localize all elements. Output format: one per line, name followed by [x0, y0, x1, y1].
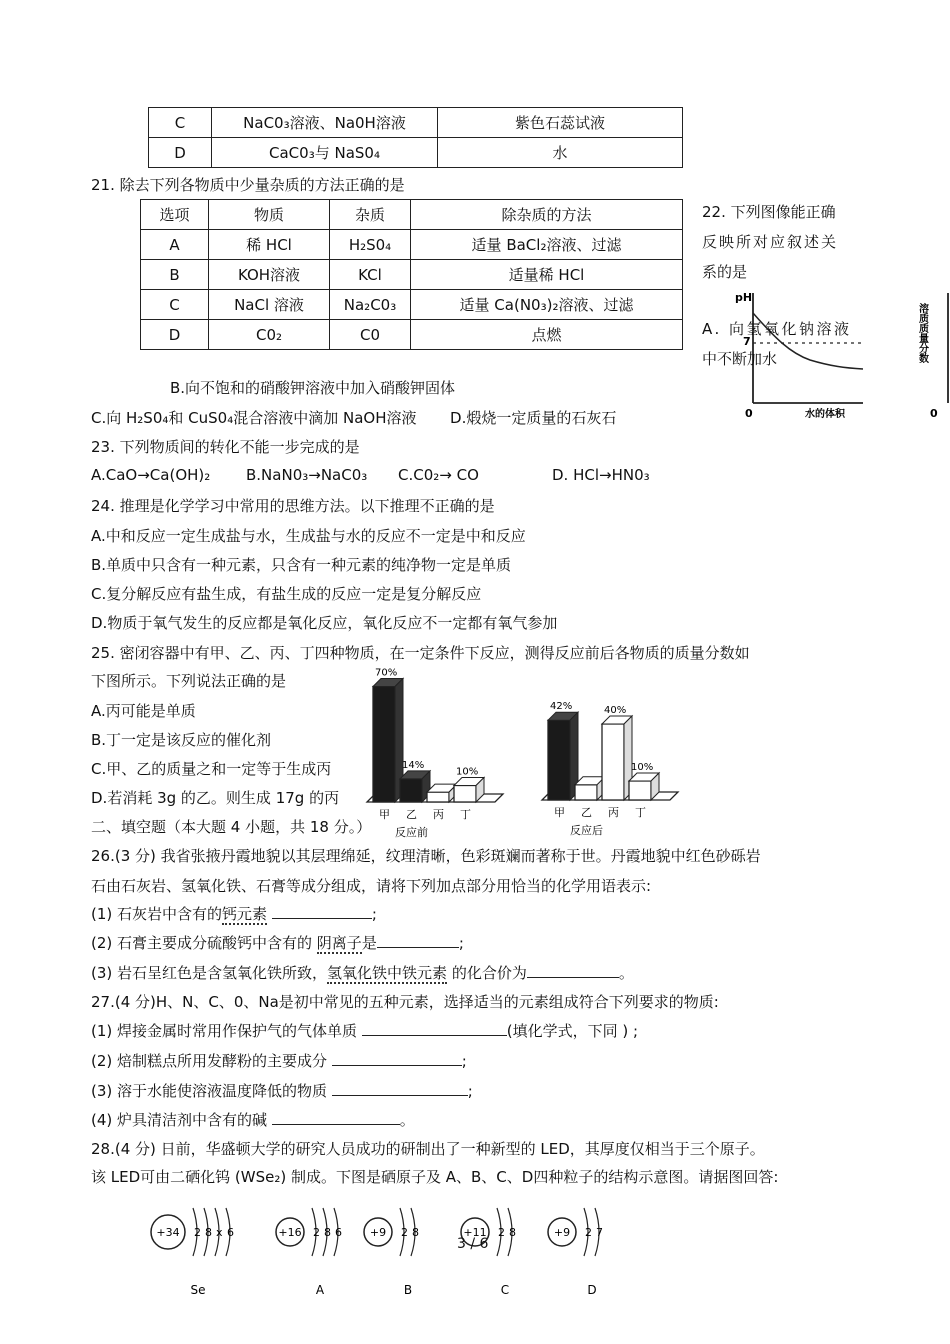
tick-label: 丁 — [460, 808, 471, 821]
data-label: 40% — [604, 705, 627, 716]
q25-option: D.若消耗 3g 的乙。则生成 17g 的丙 — [91, 789, 340, 807]
q24-option: D.物质于氧气发生的反应都是氧化反应，氧化反应不一定都有氧气参加 — [91, 614, 558, 632]
table-cell: 紫色石蕊试液 — [438, 108, 683, 138]
q26-line: 26.(3 分) 我省张掖丹霞地貌以其层理绵延，纹理清晰，色彩斑斓而著称于世。丹霞地貌中红色砂砾岩 — [91, 847, 761, 865]
electron-count: 8 — [412, 1226, 419, 1239]
dotted-text: 阴离子 — [316, 934, 362, 952]
answer-blank[interactable] — [272, 918, 372, 919]
table-row — [141, 260, 683, 290]
q23-option-a: A.CaO→Ca(OH)₂ — [91, 466, 211, 484]
table-row — [141, 290, 683, 320]
electron-count: 2 — [585, 1226, 592, 1239]
q26-item — [91, 962, 634, 983]
answer-blank[interactable] — [527, 977, 619, 978]
particle-label: B — [403, 1283, 413, 1297]
answer-blank[interactable] — [377, 947, 459, 948]
q22-graph-b — [918, 283, 950, 423]
graph-xlabel: 水的体积 — [805, 409, 845, 420]
table-cell: C — [141, 290, 209, 320]
q22-option-a: A. 向氢氧化钠溶液 — [702, 320, 852, 338]
chart-before — [345, 662, 515, 842]
table-cell: 适量 BaCl₂溶液、过滤 — [411, 230, 683, 260]
table-cell: 稀 HCl — [209, 230, 330, 260]
q22-line: 反映所对应叙述关 — [702, 233, 839, 251]
table-cell: KOH溶液 — [209, 260, 330, 290]
q27-item — [91, 1020, 638, 1041]
table-header: 杂质 — [330, 200, 411, 230]
table-cell: D — [141, 320, 209, 350]
answer-blank[interactable] — [332, 1065, 462, 1066]
data-label: 42% — [550, 701, 573, 713]
q22-line: 系的是 — [702, 263, 748, 281]
q25-option: A.丙可能是单质 — [91, 702, 196, 720]
table-cell: D — [149, 138, 212, 168]
data-label: 10% — [631, 762, 654, 773]
item-end: ; — [458, 934, 464, 952]
tick-label: 丙 — [433, 808, 444, 821]
q23-option-c: C.C0₂→ CO — [398, 466, 479, 484]
item-end: 。 — [618, 964, 634, 982]
tick-label: 甲 — [554, 806, 565, 819]
electron-count: 8 — [205, 1226, 212, 1239]
data-label: 10% — [456, 766, 479, 778]
q22-line: 22. 下列图像能正确 — [702, 203, 836, 221]
nucleus-charge: +11 — [463, 1226, 487, 1239]
item-text: (3) 岩石呈红色是含氢氧化铁所致， — [91, 964, 328, 982]
q26-item — [91, 932, 464, 953]
electron-count: 8 — [324, 1226, 331, 1239]
axis-label: 反应前 — [395, 826, 428, 839]
table-row — [141, 230, 683, 260]
q24-option: A.中和反应一定生成盐与水，生成盐与水的反应不一定是中和反应 — [91, 527, 526, 545]
q25-option: C.甲、乙的质量之和一定等于生成丙 — [91, 760, 332, 778]
q22-option-d: D.煅烧一定质量的石灰石 — [450, 409, 617, 427]
item-text: 的化合价为 — [447, 964, 527, 982]
bar — [575, 785, 597, 800]
item-text: (1) 焊接金属时常用作保护气的气体单质 — [91, 1022, 362, 1040]
q22-option-c: C.向 H₂S0₄和 CuS0₄混合溶液中滴加 NaOH溶液 — [91, 409, 417, 427]
table-header: 选项 — [141, 200, 209, 230]
q26-line: 石由石灰岩、氢氧化铁、石膏等成分组成，请将下列加点部分用恰当的化学用语表示: — [91, 877, 652, 895]
section-title: 二、填空题（本大题 4 小题，共 18 分。） — [91, 818, 372, 836]
item-end: (填化学式，下同 ) ; — [506, 1022, 639, 1040]
dotted-text: 氢氧化铁中铁元素 — [327, 964, 448, 982]
table-row — [149, 138, 683, 168]
item-text: (1) 石灰岩中含有的 — [91, 905, 223, 923]
bar — [454, 786, 476, 803]
q23-option-d: D. HCl→HN0₃ — [552, 466, 650, 484]
tick-label: 丙 — [608, 806, 619, 819]
nucleus-charge: +9 — [369, 1226, 387, 1239]
axis-label: 反应后 — [570, 824, 603, 837]
page-number: 3 / 6 — [457, 1236, 489, 1252]
q25-line: 25. 密闭容器中有甲、乙、丙、丁四种物质，在一定条件下反应，测得反应前后各物质的质量分数如 — [91, 644, 750, 662]
q24-question: 24. 推理是化学学习中常用的思维方法。以下推理不正确的是 — [91, 497, 495, 515]
electron-count: 6 — [335, 1226, 342, 1239]
q22-option-b: B.向不饱和的硝酸钾溶液中加入硝酸钾固体 — [170, 379, 456, 397]
electron-count: x — [216, 1226, 223, 1239]
nucleus-charge: +16 — [278, 1226, 302, 1239]
q25-line: 下图所示。下列说法正确的是 — [91, 672, 287, 690]
table-cell: 适量 Ca(N0₃)₂溶液、过滤 — [411, 290, 683, 320]
q28-line: 该 LED可由二硒化钨 (WSe₂) 制成。下图是硒原子及 A、B、C、D四种粒子的结构示意图。请据图回答: — [91, 1168, 779, 1186]
graph-origin: 0 — [930, 407, 938, 420]
q23-question: 23. 下列物质间的转化不能一步完成的是 — [91, 438, 360, 456]
item-end: ; — [461, 1052, 467, 1070]
q27-intro: 27.(4 分)H、N、C、0、Na是初中常见的五种元素，选择适当的元素组成符合下列要求的物质: — [91, 993, 719, 1011]
table-cell: 点燃 — [411, 320, 683, 350]
particle-label: A — [315, 1283, 325, 1297]
table-cell: B — [141, 260, 209, 290]
bar — [373, 687, 395, 803]
data-label: 70% — [375, 667, 398, 679]
item-end: ; — [467, 1082, 473, 1100]
item-end: 。 — [399, 1111, 415, 1129]
graph-ylabel: 溶质质量分数 — [916, 303, 928, 363]
q22-options-cd — [91, 407, 616, 428]
table-cell: C0 — [330, 320, 411, 350]
table-header: 除杂质的方法 — [411, 200, 683, 230]
table-cell: KCl — [330, 260, 411, 290]
graph-seven: 7 — [743, 335, 751, 348]
item-text: (2) 石膏主要成分硫酸钙中含有的 — [91, 934, 317, 952]
q21-question: 21. 除去下列各物质中少量杂质的方法正确的是 — [91, 176, 405, 194]
data-label: 14% — [402, 759, 425, 771]
table-cell: 适量稀 HCl — [411, 260, 683, 290]
table-cell: NaC0₃溶液、Na0H溶液 — [212, 108, 438, 138]
item-text: (2) 焙制糕点所用发酵粉的主要成分 — [91, 1052, 332, 1070]
table-cell: C — [149, 108, 212, 138]
table-header-row — [141, 200, 683, 230]
q24-option: C.复分解反应有盐生成，有盐生成的反应一定是复分解反应 — [91, 585, 482, 603]
table-cell: NaCl 溶液 — [209, 290, 330, 320]
bar — [629, 781, 651, 800]
q21-table — [140, 199, 683, 350]
item-end: ; — [371, 905, 377, 923]
tick-label: 乙 — [406, 808, 417, 821]
item-text: (4) 炉具清洁剂中含有的碱 — [91, 1111, 272, 1129]
table-row — [141, 320, 683, 350]
q23-options — [91, 466, 650, 484]
graph-ylabel: pH — [735, 291, 753, 304]
particle-label: D — [587, 1283, 597, 1297]
bar — [427, 792, 449, 802]
tick-label: 甲 — [379, 808, 390, 821]
q25-option: B.丁一定是该反应的催化剂 — [91, 731, 272, 749]
q28-line: 28.(4 分) 日前，华盛顿大学的研究人员成功的研制出了一种新型的 LED，其厚度仅相当于三个原子。 — [91, 1140, 765, 1158]
electron-count: 2 — [498, 1226, 505, 1239]
answer-blank[interactable] — [362, 1035, 507, 1036]
answer-blank[interactable] — [332, 1095, 468, 1096]
table-cell: 水 — [438, 138, 683, 168]
table-row — [149, 108, 683, 138]
item-text: 是 — [361, 934, 377, 952]
nucleus-charge: +9 — [553, 1226, 571, 1239]
answer-blank[interactable] — [272, 1124, 400, 1125]
chart-after — [540, 680, 685, 840]
q27-item — [91, 1109, 415, 1130]
q26-item — [91, 903, 377, 924]
table-cell: A — [141, 230, 209, 260]
q24-option: B.单质中只含有一种元素，只含有一种元素的纯净物一定是单质 — [91, 556, 512, 574]
bar — [548, 720, 570, 800]
q27-item — [91, 1050, 467, 1071]
q22-option-a: 中不断加水 — [702, 350, 778, 368]
dotted-text: 钙元素 — [222, 905, 268, 923]
table-cell: CaC0₃与 NaS0₄ — [212, 138, 438, 168]
table-cell: Na₂C0₃ — [330, 290, 411, 320]
q27-item — [91, 1080, 473, 1101]
item-text: (3) 溶于水能使溶液温度降低的物质 — [91, 1082, 332, 1100]
electron-count: 6 — [227, 1226, 234, 1239]
electron-count: 2 — [313, 1226, 320, 1239]
graph-origin: 0 — [745, 407, 753, 420]
particle-label: C — [500, 1283, 510, 1297]
tick-label: 丁 — [635, 806, 646, 819]
electron-count: 2 — [401, 1226, 408, 1239]
atom-structure-diagrams — [130, 1190, 630, 1305]
electron-count: 8 — [509, 1226, 516, 1239]
nucleus-charge: +34 — [156, 1226, 180, 1239]
q20-table — [148, 107, 683, 168]
bar — [400, 779, 422, 802]
tick-label: 乙 — [581, 806, 592, 819]
particle-label: Se — [190, 1283, 206, 1297]
electron-count: 7 — [596, 1226, 603, 1239]
table-header: 物质 — [209, 200, 330, 230]
bar — [602, 724, 624, 800]
q23-option-b: B.NaN0₃→NaC0₃ — [246, 466, 368, 484]
table-cell: C0₂ — [209, 320, 330, 350]
electron-count: 2 — [194, 1226, 201, 1239]
table-cell: H₂S0₄ — [330, 230, 411, 260]
